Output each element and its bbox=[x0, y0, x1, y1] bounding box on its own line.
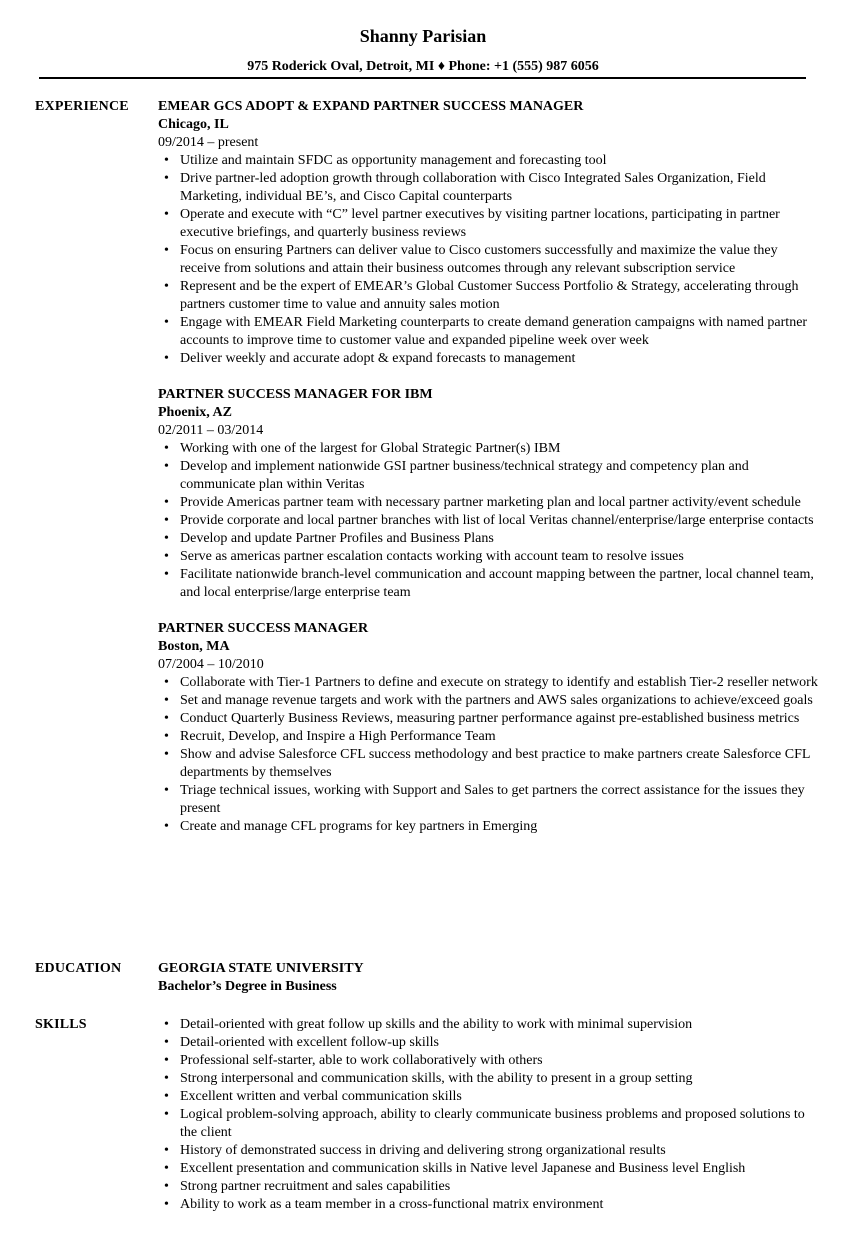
job-location: Boston, MA bbox=[158, 639, 230, 654]
job-title: PARTNER SUCCESS MANAGER bbox=[158, 621, 369, 636]
list-item: • Show and advise Salesforce CFL success methodology and best practice to make partners create Salesforce CFL departments by themselves bbox=[158, 746, 818, 782]
list-item: • Focus on ensuring Partners can deliver value to Cisco customers successfully and maximize the value they receive from solutions and attain their business outcomes through any relevant subscription service bbox=[158, 242, 818, 278]
job-dates: 02/2011 – 03/2014 bbox=[158, 423, 264, 438]
list-item: • Logical problem-solving approach, ability to clearly communicate business problems and proposed solutions to the client bbox=[158, 1106, 818, 1142]
education-section bbox=[158, 960, 818, 996]
job-dates: 07/2004 – 10/2010 bbox=[158, 657, 264, 672]
list-item: • Excellent written and verbal communication skills bbox=[158, 1088, 818, 1106]
degree: Bachelor’s Degree in Business bbox=[158, 979, 337, 994]
list-item: • Collaborate with Tier-1 Partners to define and execute on strategy to identify and establish Tier-2 reseller network bbox=[158, 674, 818, 692]
list-item: • Serve as americas partner escalation contacts working with account team to resolve issues bbox=[158, 548, 818, 566]
list-item: • Ability to work as a team member in a cross-functional matrix environment bbox=[158, 1196, 818, 1214]
list-item: • Facilitate nationwide branch-level communication and account mapping between the partner, local channel team, and local enterprise/large enterprise team bbox=[158, 566, 818, 602]
contact-line: 975 Roderick Oval, Detroit, MI ♦ Phone: +1 (555) 987 6056 bbox=[247, 59, 599, 74]
list-item: • Recruit, Develop, and Inspire a High Performance Team bbox=[158, 728, 818, 746]
skills-list bbox=[158, 1016, 818, 1214]
list-item: • Professional self-starter, able to work collaboratively with others bbox=[158, 1052, 818, 1070]
list-item: • Provide corporate and local partner branches with list of local Veritas channel/enterprise/large enterprise contacts bbox=[158, 512, 818, 530]
job-entry bbox=[158, 620, 818, 836]
job-entry bbox=[158, 98, 818, 368]
list-item: • Triage technical issues, working with Support and Sales to get partners the correct assistance for the issues they present bbox=[158, 782, 818, 818]
list-item: • Deliver weekly and accurate adopt & expand forecasts to management bbox=[158, 350, 818, 368]
job-bullets bbox=[158, 440, 818, 602]
list-item: • Engage with EMEAR Field Marketing counterparts to create demand generation campaigns with named partner accounts to improve time to customer value and expanded pipeline week over week bbox=[158, 314, 818, 350]
job-bullets bbox=[158, 152, 818, 368]
job-location: Phoenix, AZ bbox=[158, 405, 232, 420]
candidate-name: Shanny Parisian bbox=[359, 26, 487, 46]
school-name: GEORGIA STATE UNIVERSITY bbox=[158, 961, 364, 976]
skills-heading: SKILLS bbox=[35, 1017, 87, 1032]
list-item: • Provide Americas partner team with necessary partner marketing plan and local partner activity/event schedule bbox=[158, 494, 818, 512]
job-location: Chicago, IL bbox=[158, 117, 229, 132]
list-item: • Develop and implement nationwide GSI partner business/technical strategy and competency plan and communicate plan within Veritas bbox=[158, 458, 818, 494]
job-entry bbox=[158, 386, 818, 602]
list-item: • Excellent presentation and communication skills in Native level Japanese and Business level English bbox=[158, 1160, 818, 1178]
list-item: • Strong partner recruitment and sales capabilities bbox=[158, 1178, 818, 1196]
job-title: EMEAR GCS ADOPT & EXPAND PARTNER SUCCESS MANAGER bbox=[158, 99, 584, 114]
job-bullets bbox=[158, 674, 818, 836]
list-item: • Create and manage CFL programs for key partners in Emerging bbox=[158, 818, 818, 836]
list-item: • Strong interpersonal and communication skills, with the ability to present in a group setting bbox=[158, 1070, 818, 1088]
list-item: • Detail-oriented with excellent follow-up skills bbox=[158, 1034, 818, 1052]
list-item: • Conduct Quarterly Business Reviews, measuring partner performance against pre-established business metrics bbox=[158, 710, 818, 728]
job-dates: 09/2014 – present bbox=[158, 135, 259, 150]
experience-section bbox=[158, 98, 818, 854]
skills-section bbox=[158, 1016, 818, 1214]
experience-heading: EXPERIENCE bbox=[35, 99, 129, 114]
list-item: • Operate and execute with “C” level partner executives by visiting partner locations, participating in partner executive briefings, and quarterly business reviews bbox=[158, 206, 818, 242]
list-item: • Represent and be the expert of EMEAR’s Global Customer Success Portfolio & Strategy, accelerating through partners customer time to value and annuity sales motion bbox=[158, 278, 818, 314]
list-item: • Set and manage revenue targets and work with the partners and AWS sales organizations to achieve/exceed goals bbox=[158, 692, 818, 710]
list-item: • Develop and update Partner Profiles and Business Plans bbox=[158, 530, 818, 548]
job-title: PARTNER SUCCESS MANAGER FOR IBM bbox=[158, 387, 433, 402]
header-divider bbox=[39, 77, 806, 79]
list-item: • Drive partner-led adoption growth through collaboration with Cisco Integrated Sales Organization, Field Marketing, individual BE’s, and Cisco Capital counterparts bbox=[158, 170, 818, 206]
list-item: • History of demonstrated success in driving and delivering strong organizational results bbox=[158, 1142, 818, 1160]
list-item: • Working with one of the largest for Global Strategic Partner(s) IBM bbox=[158, 440, 818, 458]
education-heading: EDUCATION bbox=[35, 961, 122, 976]
list-item: • Utilize and maintain SFDC as opportunity management and forecasting tool bbox=[158, 152, 818, 170]
list-item: • Detail-oriented with great follow up skills and the ability to work with minimal supervision bbox=[158, 1016, 818, 1034]
